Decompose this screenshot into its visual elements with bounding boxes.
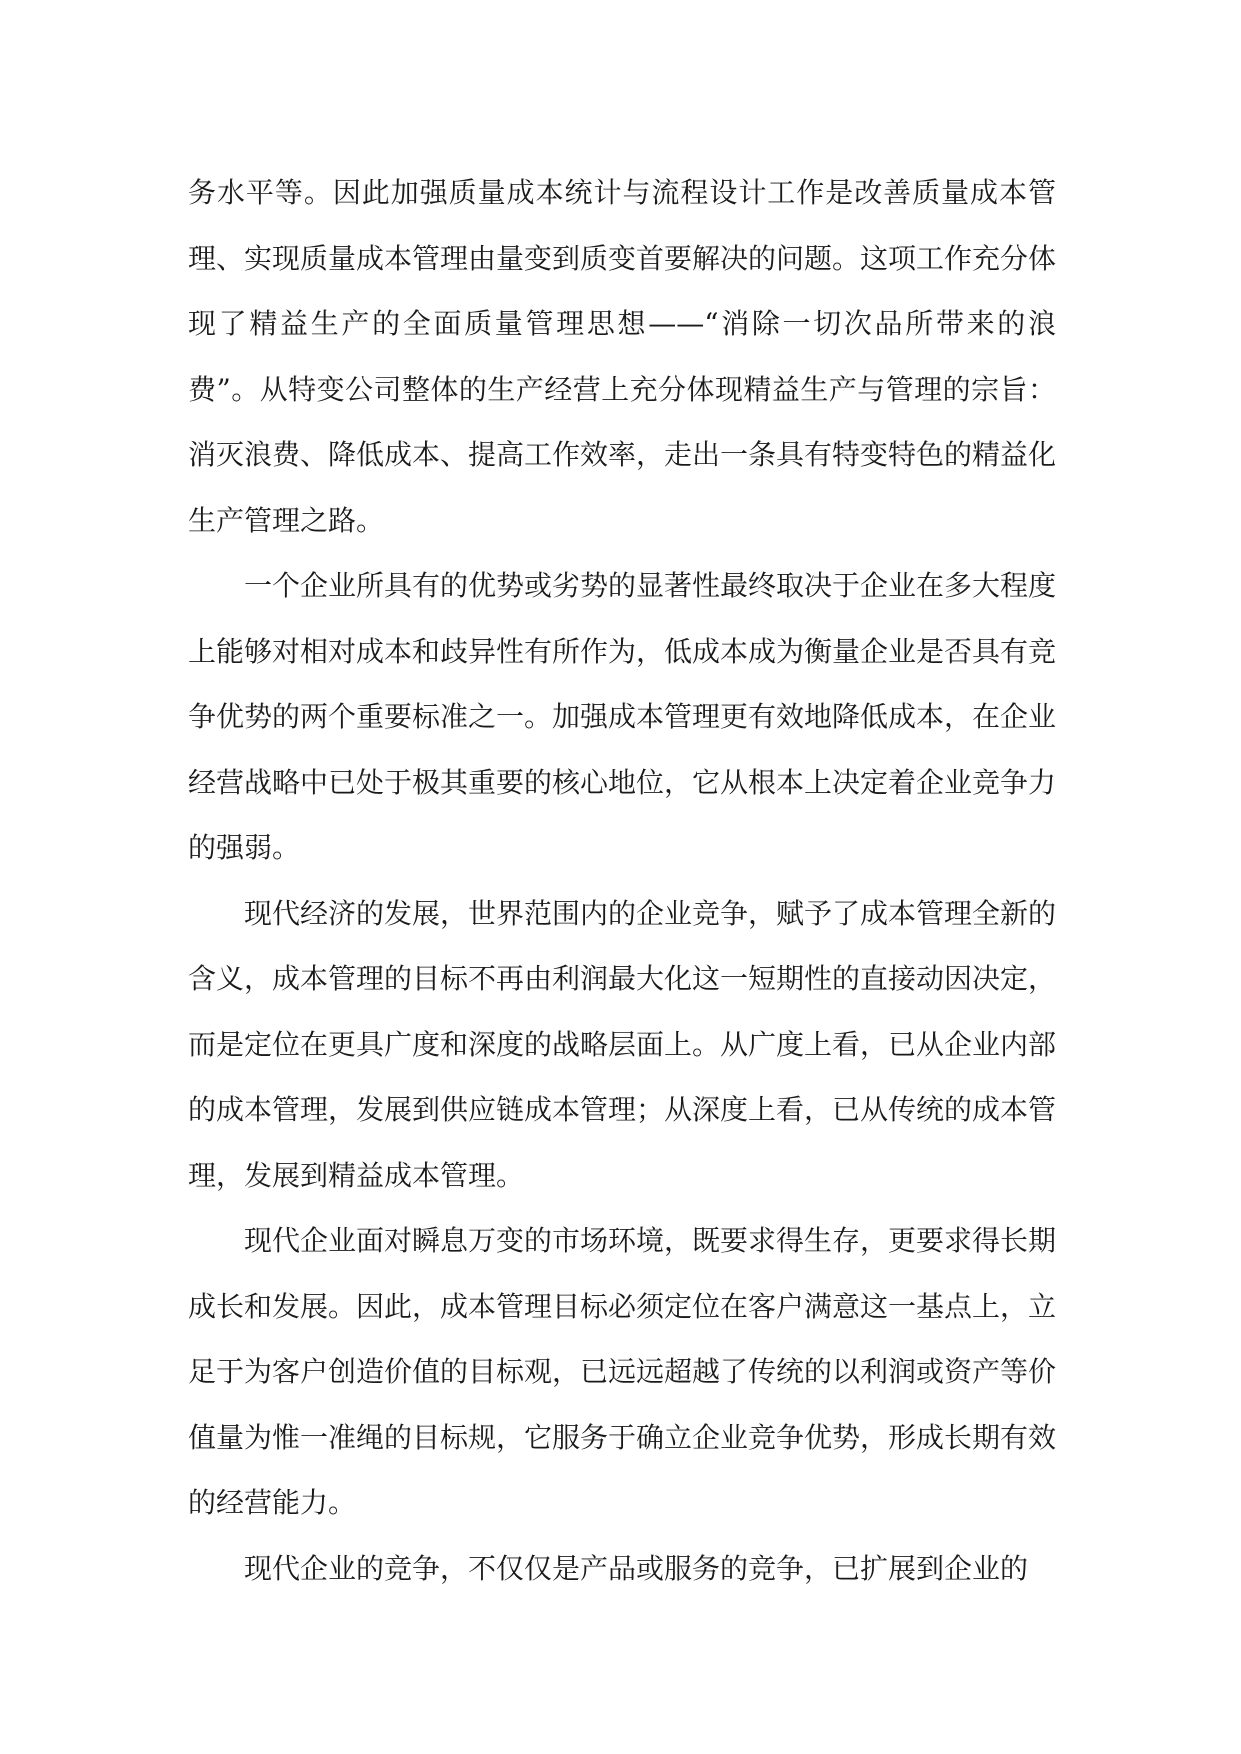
body-text — [188, 160, 1056, 1601]
paragraph: 现代企业的竞争，不仅仅是产品或服务的竞争，已扩展到企业的 — [244, 1551, 1029, 1585]
paragraph: 现代经济的发展，世界范围内的企业竞争，赋予了成本管理全新的含义，成本管理的目标不再由利润最大化这一短期性的直接动因决定，而是定位在更具广度和深度的战略层面上。从广度上看，已从企业内部的成本管理，发展到供应链成本管理；从深度上看，已从传统的成本管理，发展到精益成本管理。 — [188, 896, 1057, 1192]
paragraph: 一个企业所具有的优势或劣势的显著性最终取决于企业在多大程度上能够对相对成本和歧异性有所作为，低成本成为衡量企业是否具有竞争优势的两个重要标准之一。加强成本管理更有效地降低成本，在企业经营战略中已处于极其重要的核心地位，它从根本上决定着企业竞争力的强弱。 — [188, 569, 1057, 864]
paragraph-continued: 务水平等。因此加强质量成本统计与流程设计工作是改善质量成本管理、实现质量成本管理由量变到质变首要解决的问题。这项工作充分体现了精益生产的全面质量管理思想——“消除一切次品所带来的浪费”。从特变公司整体的生产经营上充分体现精益生产与管理的宗旨：消灭浪费、降低成本、提高工作效率，走出一条具有特变特色的精益化生产管理之路。 — [188, 176, 1057, 537]
paragraph: 现代企业面对瞬息万变的市场环境，既要求得生存，更要求得长期成长和发展。因此，成本管理目标必须定位在客户满意这一基点上，立足于为客户创造价值的目标观，已远远超越了传统的以利润或资产等价值量为惟一准绳的目标规，它服务于确立企业竞争优势，形成长期有效的经营能力。 — [188, 1224, 1057, 1519]
